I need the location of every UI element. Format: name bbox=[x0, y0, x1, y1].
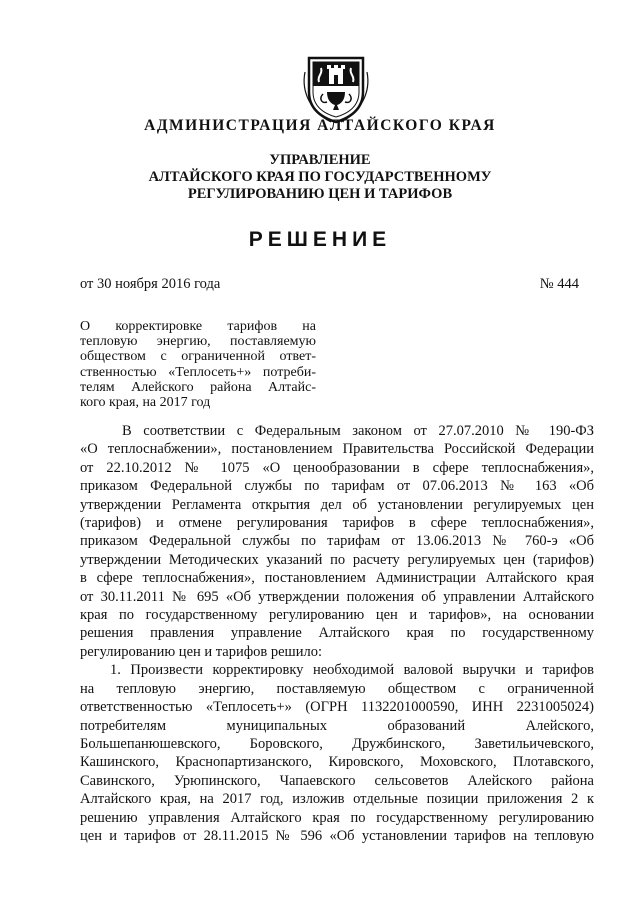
subject-line: тепловую энергию, поставляемую bbox=[80, 334, 316, 350]
document-number: № 444 bbox=[539, 276, 579, 292]
body-line: «О теплоснабжении», постановлением Правительства Российской Федерации bbox=[80, 441, 594, 458]
department-title bbox=[0, 152, 640, 203]
body-line: Савинского, Урюпинского, Чапаевского сельсоветов Алейского района bbox=[80, 772, 594, 789]
body-line: потребителям муниципальных образований Алейского, bbox=[80, 717, 594, 734]
body-line: Большепанюшевского, Боровского, Дружбинского, Заветильичевского, bbox=[80, 735, 594, 752]
body-line: решения правления управление Алтайского края по государственному bbox=[80, 625, 594, 642]
body-line: от 30.11.2011 № 695 «Об утверждении положения об управлении Алтайского bbox=[80, 588, 594, 605]
body-line: от 22.10.2012 № 1075 «О ценообразовании в сфере теплоснабжения», bbox=[80, 459, 594, 476]
department-line: УПРАВЛЕНИЕ bbox=[269, 152, 371, 168]
body-line: регулированию цен и тарифов решило: bbox=[80, 643, 322, 660]
body-line: Кашинского, Краснопартизанского, Кировского, Моховского, Плотавского, bbox=[80, 754, 594, 771]
body-line: приказом Федеральной службы по тарифам от 13.06.2013 № 760-э «Об bbox=[80, 533, 594, 550]
body-line: (тарифов) и отмене регулирования тарифов в сфере теплоснабжения», bbox=[80, 515, 594, 532]
body-line: В соответствии с Федеральным законом от 27.07.2010 № 190-ФЗ bbox=[122, 423, 594, 439]
subject-line: телям Алейского района Алтайс- bbox=[80, 379, 316, 395]
department-line: АЛТАЙСКОГО КРАЯ ПО ГОСУДАРСТВЕННОМУ bbox=[148, 169, 492, 185]
altai-coat-of-arms-icon bbox=[301, 52, 371, 124]
organization-title: АДМИНИСТРАЦИЯ АЛТАЙСКОГО КРАЯ bbox=[144, 117, 496, 134]
body-line: утверждении Регламента открытия дел об установлении регулируемых цен bbox=[80, 496, 594, 513]
document-body bbox=[80, 422, 594, 845]
subject-line: обществом с ограниченной ответ- bbox=[80, 349, 316, 365]
body-line: решению управления Алтайского края по государственному регулированию bbox=[80, 809, 594, 826]
body-line: цен и тарифов от 28.11.2015 № 596 «Об установлении тарифов на тепловую bbox=[80, 827, 594, 844]
body-line: приказом Федеральной службы по тарифам от 07.06.2013 № 163 «Об bbox=[80, 478, 594, 495]
body-line: края по государственному регулированию цен и тарифов», на основании bbox=[80, 607, 594, 624]
body-line: ответственностью «Теплосеть+» (ОГРН 1132201000590, ИНН 2231005024) bbox=[80, 699, 594, 716]
document-date: от 30 ноября 2016 года bbox=[80, 276, 221, 292]
body-line: на тепловую энергию, поставляемую обществом с ограниченной bbox=[80, 680, 594, 697]
document-subject bbox=[80, 319, 316, 410]
body-line: 1. Произвести корректировку необходимой валовой выручки и тарифов bbox=[110, 662, 594, 679]
subject-line: ственностью «Теплосеть+» потреби- bbox=[80, 364, 316, 380]
subject-line: О корректировке тарифов на bbox=[80, 319, 316, 334]
department-line: РЕГУЛИРОВАНИЮ ЦЕН И ТАРИФОВ bbox=[187, 186, 453, 202]
body-line: Алтайского края, на 2017 год, изложив отдельные позиции приложения 2 к bbox=[80, 791, 594, 808]
body-line: утверждении Методических указаний по расчету регулируемых цен (тарифов) bbox=[80, 551, 594, 568]
subject-line: кого края, на 2017 год bbox=[80, 395, 211, 411]
document-title: РЕШЕНИЕ bbox=[248, 228, 392, 251]
body-line: в сфере теплоснабжения», постановлением Администрации Алтайского края bbox=[80, 570, 594, 587]
